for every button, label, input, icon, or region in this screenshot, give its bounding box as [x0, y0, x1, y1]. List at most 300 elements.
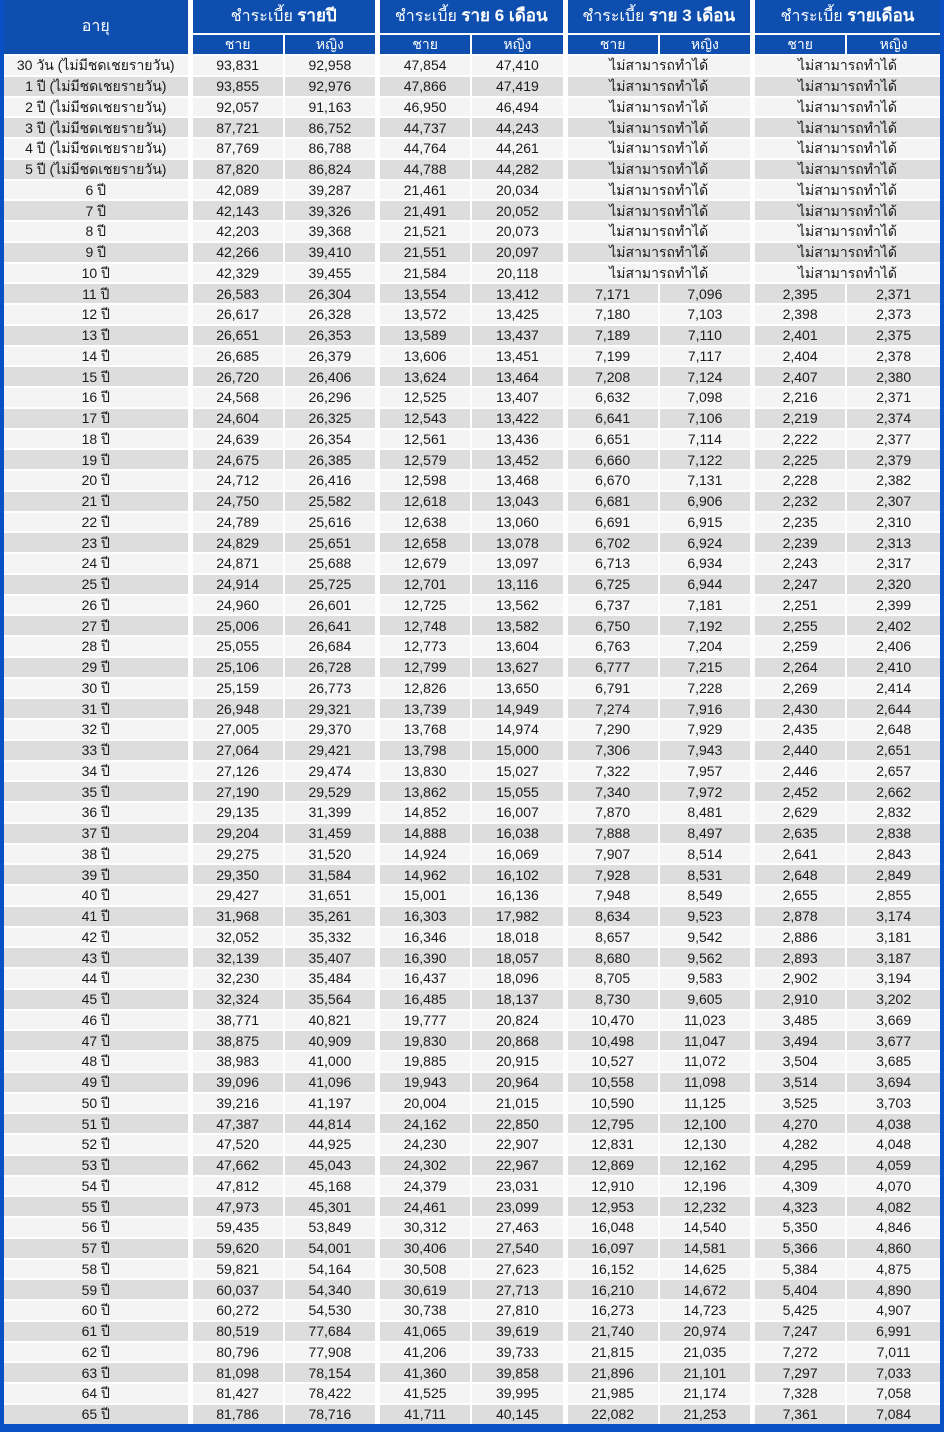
male-premium-cell: 24,960	[190, 595, 284, 616]
age-cell: 54 ปี	[4, 1176, 190, 1197]
male-premium-cell: 2,407	[753, 366, 847, 387]
female-premium-cell: 3,703	[846, 1093, 940, 1114]
male-premium-cell: 24,750	[190, 491, 284, 512]
female-premium-cell: 6,934	[659, 553, 753, 574]
female-premium-cell: 39,410	[284, 242, 378, 263]
male-premium-cell: 42,203	[190, 221, 284, 242]
age-cell: 5 ปี (ไม่มีชดเชยรายวัน)	[4, 159, 190, 180]
table-row	[4, 159, 940, 180]
male-premium-cell: 30,312	[378, 1217, 472, 1238]
age-cell: 18 ปี	[4, 429, 190, 450]
female-premium-cell: 7,084	[846, 1404, 940, 1424]
female-premium-cell: 13,043	[471, 491, 565, 512]
male-premium-cell: 7,306	[565, 740, 659, 761]
female-premium-cell: 26,728	[284, 657, 378, 678]
table-row	[4, 325, 940, 346]
female-premium-cell: 91,163	[284, 97, 378, 118]
male-premium-cell: 32,230	[190, 968, 284, 989]
female-premium-cell: 2,310	[846, 512, 940, 533]
male-premium-cell: 2,435	[753, 719, 847, 740]
male-premium-cell: 7,888	[565, 823, 659, 844]
male-premium-cell: 19,943	[378, 1072, 472, 1093]
male-premium-cell: 38,875	[190, 1030, 284, 1051]
female-premium-cell: 16,069	[471, 844, 565, 865]
male-premium-cell: 12,598	[378, 470, 472, 491]
male-premium-cell: 20,004	[378, 1093, 472, 1114]
female-premium-cell: 9,562	[659, 947, 753, 968]
age-cell: 41 ปี	[4, 906, 190, 927]
male-premium-cell: 59,620	[190, 1238, 284, 1259]
age-cell: 13 ปี	[4, 325, 190, 346]
female-premium-cell: 27,623	[471, 1259, 565, 1280]
male-premium-cell: 26,617	[190, 304, 284, 325]
male-premium-cell: 2,247	[753, 574, 847, 595]
female-premium-cell: 18,057	[471, 947, 565, 968]
female-premium-cell: 26,684	[284, 636, 378, 657]
age-cell: 32 ปี	[4, 719, 190, 740]
female-premium-cell: 11,125	[659, 1093, 753, 1114]
male-premium-cell: 47,520	[190, 1134, 284, 1155]
female-premium-cell: 31,584	[284, 864, 378, 885]
male-premium-cell: 41,711	[378, 1404, 472, 1424]
male-premium-cell: 14,888	[378, 823, 472, 844]
table-row	[4, 408, 940, 429]
male-premium-cell: 30,508	[378, 1259, 472, 1280]
age-cell: 53 ปี	[4, 1155, 190, 1176]
female-premium-cell: 13,407	[471, 387, 565, 408]
male-premium-cell: 16,346	[378, 927, 472, 948]
male-premium-cell: 7,199	[565, 346, 659, 367]
male-premium-cell: 38,771	[190, 1010, 284, 1031]
male-premium-cell: 25,055	[190, 636, 284, 657]
male-premium-cell: 2,219	[753, 408, 847, 429]
male-premium-cell: 12,638	[378, 512, 472, 533]
female-premium-cell: 8,497	[659, 823, 753, 844]
age-cell: 52 ปี	[4, 1134, 190, 1155]
female-premium-cell: 86,752	[284, 117, 378, 138]
female-premium-cell: 15,000	[471, 740, 565, 761]
female-premium-cell: 92,958	[284, 55, 378, 76]
male-premium-cell: 29,350	[190, 864, 284, 885]
male-premium-cell: 7,208	[565, 366, 659, 387]
female-premium-cell: 27,463	[471, 1217, 565, 1238]
table-row	[4, 802, 940, 823]
male-premium-cell: 30,406	[378, 1238, 472, 1259]
male-premium-cell: 12,826	[378, 678, 472, 699]
male-premium-cell: 3,485	[753, 1010, 847, 1031]
male-premium-cell: 42,089	[190, 180, 284, 201]
female-premium-cell: 6,991	[846, 1321, 940, 1342]
table-row	[4, 657, 940, 678]
age-cell: 2 ปี (ไม่มีชดเชยรายวัน)	[4, 97, 190, 118]
female-premium-cell: 86,824	[284, 159, 378, 180]
female-premium-cell: 14,949	[471, 698, 565, 719]
female-premium-cell: 21,035	[659, 1342, 753, 1363]
not-available-cell: ไม่สามารถทำได้	[565, 97, 753, 118]
female-premium-cell: 7,106	[659, 408, 753, 429]
age-cell: 7 ปี	[4, 200, 190, 221]
female-premium-cell: 44,261	[471, 138, 565, 159]
table-row	[4, 1279, 940, 1300]
female-premium-cell: 7,033	[846, 1362, 940, 1383]
male-premium-cell: 13,739	[378, 698, 472, 719]
female-premium-cell: 4,038	[846, 1113, 940, 1134]
female-premium-cell: 78,422	[284, 1383, 378, 1404]
female-premium-cell: 40,145	[471, 1404, 565, 1424]
subheader-female-monthly: หญิง	[846, 34, 940, 55]
male-premium-cell: 2,430	[753, 698, 847, 719]
table-row	[4, 1093, 940, 1114]
age-cell: 19 ปี	[4, 449, 190, 470]
age-cell: 21 ปี	[4, 491, 190, 512]
female-premium-cell: 11,047	[659, 1030, 753, 1051]
female-premium-cell: 54,340	[284, 1279, 378, 1300]
male-premium-cell: 24,461	[378, 1196, 472, 1217]
male-premium-cell: 2,398	[753, 304, 847, 325]
male-premium-cell: 21,896	[565, 1362, 659, 1383]
male-premium-cell: 5,366	[753, 1238, 847, 1259]
table-row	[4, 615, 940, 636]
table-row	[4, 1259, 940, 1280]
female-premium-cell: 20,097	[471, 242, 565, 263]
age-cell: 6 ปี	[4, 180, 190, 201]
male-premium-cell: 2,641	[753, 844, 847, 865]
age-cell: 27 ปี	[4, 615, 190, 636]
female-premium-cell: 12,162	[659, 1155, 753, 1176]
female-premium-cell: 2,849	[846, 864, 940, 885]
female-premium-cell: 31,651	[284, 885, 378, 906]
female-premium-cell: 7,011	[846, 1342, 940, 1363]
age-cell: 57 ปี	[4, 1238, 190, 1259]
male-premium-cell: 21,584	[378, 263, 472, 284]
male-premium-cell: 10,498	[565, 1030, 659, 1051]
age-cell: 38 ปี	[4, 844, 190, 865]
table-row	[4, 761, 940, 782]
table-row	[4, 449, 940, 470]
not-available-cell: ไม่สามารถทำได้	[565, 180, 753, 201]
female-premium-cell: 13,451	[471, 346, 565, 367]
male-premium-cell: 13,554	[378, 283, 472, 304]
female-premium-cell: 4,082	[846, 1196, 940, 1217]
male-premium-cell: 24,914	[190, 574, 284, 595]
female-premium-cell: 2,410	[846, 657, 940, 678]
female-premium-cell: 21,253	[659, 1404, 753, 1424]
male-premium-cell: 31,968	[190, 906, 284, 927]
male-premium-cell: 21,740	[565, 1321, 659, 1342]
male-premium-cell: 13,830	[378, 761, 472, 782]
group-header-semiannual-prefix: ชำระเบี้ย	[394, 8, 457, 26]
female-premium-cell: 29,474	[284, 761, 378, 782]
female-premium-cell: 7,098	[659, 387, 753, 408]
female-premium-cell: 12,196	[659, 1176, 753, 1197]
female-premium-cell: 20,118	[471, 263, 565, 284]
female-premium-cell: 2,377	[846, 429, 940, 450]
female-premium-cell: 8,531	[659, 864, 753, 885]
group-header-annual-label: รายปี	[297, 6, 337, 26]
male-premium-cell: 21,815	[565, 1342, 659, 1363]
female-premium-cell: 25,725	[284, 574, 378, 595]
female-premium-cell: 2,843	[846, 844, 940, 865]
female-premium-cell: 39,455	[284, 263, 378, 284]
age-cell: 12 ปี	[4, 304, 190, 325]
age-cell: 33 ปี	[4, 740, 190, 761]
male-premium-cell: 26,948	[190, 698, 284, 719]
female-premium-cell: 45,168	[284, 1176, 378, 1197]
not-available-cell: ไม่สามารถทำได้	[753, 242, 941, 263]
male-premium-cell: 4,282	[753, 1134, 847, 1155]
table-row	[4, 968, 940, 989]
male-premium-cell: 2,251	[753, 595, 847, 616]
male-premium-cell: 44,737	[378, 117, 472, 138]
female-premium-cell: 20,915	[471, 1051, 565, 1072]
female-premium-cell: 13,468	[471, 470, 565, 491]
female-premium-cell: 13,116	[471, 574, 565, 595]
table-row	[4, 1383, 940, 1404]
female-premium-cell: 7,103	[659, 304, 753, 325]
female-premium-cell: 54,530	[284, 1300, 378, 1321]
table-row	[4, 429, 940, 450]
male-premium-cell: 14,924	[378, 844, 472, 865]
age-cell: 47 ปี	[4, 1030, 190, 1051]
male-premium-cell: 24,871	[190, 553, 284, 574]
female-premium-cell: 35,484	[284, 968, 378, 989]
male-premium-cell: 25,106	[190, 657, 284, 678]
female-premium-cell: 78,154	[284, 1362, 378, 1383]
male-premium-cell: 19,830	[378, 1030, 472, 1051]
female-premium-cell: 44,282	[471, 159, 565, 180]
male-premium-cell: 6,713	[565, 553, 659, 574]
age-cell: 8 ปี	[4, 221, 190, 242]
table-row	[4, 97, 940, 118]
not-available-cell: ไม่สามารถทำได้	[565, 117, 753, 138]
female-premium-cell: 26,601	[284, 595, 378, 616]
male-premium-cell: 3,514	[753, 1072, 847, 1093]
male-premium-cell: 21,461	[378, 180, 472, 201]
male-premium-cell: 12,910	[565, 1176, 659, 1197]
male-premium-cell: 12,831	[565, 1134, 659, 1155]
male-premium-cell: 47,854	[378, 55, 472, 76]
table-row	[4, 387, 940, 408]
female-premium-cell: 29,370	[284, 719, 378, 740]
female-premium-cell: 18,137	[471, 989, 565, 1010]
female-premium-cell: 17,982	[471, 906, 565, 927]
male-premium-cell: 7,297	[753, 1362, 847, 1383]
not-available-cell: ไม่สามารถทำได้	[753, 55, 941, 76]
male-premium-cell: 4,323	[753, 1196, 847, 1217]
male-premium-cell: 10,590	[565, 1093, 659, 1114]
male-premium-cell: 2,269	[753, 678, 847, 699]
female-premium-cell: 44,814	[284, 1113, 378, 1134]
male-premium-cell: 5,384	[753, 1259, 847, 1280]
male-premium-cell: 12,799	[378, 657, 472, 678]
male-premium-cell: 59,821	[190, 1259, 284, 1280]
female-premium-cell: 20,052	[471, 200, 565, 221]
male-premium-cell: 12,658	[378, 532, 472, 553]
male-premium-cell: 7,340	[565, 781, 659, 802]
table-row	[4, 553, 940, 574]
group-header-annual-prefix: ชำระเบี้ย	[230, 8, 293, 26]
male-premium-cell: 2,452	[753, 781, 847, 802]
female-premium-cell: 7,929	[659, 719, 753, 740]
male-premium-cell: 5,425	[753, 1300, 847, 1321]
male-premium-cell: 87,769	[190, 138, 284, 159]
subheader-male-annual: ชาย	[190, 34, 284, 55]
age-cell: 31 ปี	[4, 698, 190, 719]
male-premium-cell: 93,831	[190, 55, 284, 76]
female-premium-cell: 3,174	[846, 906, 940, 927]
female-premium-cell: 39,287	[284, 180, 378, 201]
table-row	[4, 283, 940, 304]
female-premium-cell: 2,832	[846, 802, 940, 823]
female-premium-cell: 26,296	[284, 387, 378, 408]
male-premium-cell: 41,360	[378, 1362, 472, 1383]
male-premium-cell: 7,322	[565, 761, 659, 782]
male-premium-cell: 2,259	[753, 636, 847, 657]
table-row	[4, 1010, 940, 1031]
table-row	[4, 1404, 940, 1424]
male-premium-cell: 26,583	[190, 283, 284, 304]
age-cell: 46 ปี	[4, 1010, 190, 1031]
male-premium-cell: 6,670	[565, 470, 659, 491]
not-available-cell: ไม่สามารถทำได้	[753, 138, 941, 159]
male-premium-cell: 21,521	[378, 221, 472, 242]
female-premium-cell: 4,070	[846, 1176, 940, 1197]
age-cell: 1 ปี (ไม่มีชดเชยรายวัน)	[4, 76, 190, 97]
male-premium-cell: 2,648	[753, 864, 847, 885]
table-row	[4, 781, 940, 802]
age-cell: 23 ปี	[4, 532, 190, 553]
female-premium-cell: 26,354	[284, 429, 378, 450]
male-premium-cell: 16,273	[565, 1300, 659, 1321]
female-premium-cell: 35,564	[284, 989, 378, 1010]
table-row	[4, 304, 940, 325]
female-premium-cell: 13,412	[471, 283, 565, 304]
female-premium-cell: 77,684	[284, 1321, 378, 1342]
male-premium-cell: 7,870	[565, 802, 659, 823]
group-header-semiannual-label: ราย 6 เดือน	[461, 6, 548, 26]
male-premium-cell: 7,948	[565, 885, 659, 906]
female-premium-cell: 7,972	[659, 781, 753, 802]
group-header-monthly-label: รายเดือน	[847, 6, 915, 26]
male-premium-cell: 2,232	[753, 491, 847, 512]
not-available-cell: ไม่สามารถทำได้	[565, 76, 753, 97]
male-premium-cell: 27,190	[190, 781, 284, 802]
female-premium-cell: 4,875	[846, 1259, 940, 1280]
female-premium-cell: 26,773	[284, 678, 378, 699]
female-premium-cell: 3,194	[846, 968, 940, 989]
female-premium-cell: 39,326	[284, 200, 378, 221]
male-premium-cell: 44,764	[378, 138, 472, 159]
female-premium-cell: 22,907	[471, 1134, 565, 1155]
male-premium-cell: 21,985	[565, 1383, 659, 1404]
female-premium-cell: 23,099	[471, 1196, 565, 1217]
female-premium-cell: 3,685	[846, 1051, 940, 1072]
female-premium-cell: 47,419	[471, 76, 565, 97]
female-premium-cell: 26,406	[284, 366, 378, 387]
female-premium-cell: 41,096	[284, 1072, 378, 1093]
male-premium-cell: 12,773	[378, 636, 472, 657]
female-premium-cell: 2,662	[846, 781, 940, 802]
female-premium-cell: 13,627	[471, 657, 565, 678]
male-premium-cell: 26,720	[190, 366, 284, 387]
female-premium-cell: 13,060	[471, 512, 565, 533]
male-premium-cell: 2,222	[753, 429, 847, 450]
female-premium-cell: 14,540	[659, 1217, 753, 1238]
age-cell: 22 ปี	[4, 512, 190, 533]
male-premium-cell: 24,230	[378, 1134, 472, 1155]
female-premium-cell: 7,204	[659, 636, 753, 657]
female-premium-cell: 53,849	[284, 1217, 378, 1238]
male-premium-cell: 81,427	[190, 1383, 284, 1404]
group-header-semiannual	[378, 0, 566, 34]
female-premium-cell: 2,374	[846, 408, 940, 429]
male-premium-cell: 42,143	[190, 200, 284, 221]
table-row	[4, 906, 940, 927]
not-available-cell: ไม่สามารถทำได้	[565, 138, 753, 159]
female-premium-cell: 14,974	[471, 719, 565, 740]
female-premium-cell: 13,422	[471, 408, 565, 429]
age-cell: 28 ปี	[4, 636, 190, 657]
table-row	[4, 740, 940, 761]
female-premium-cell: 12,232	[659, 1196, 753, 1217]
table-row	[4, 1362, 940, 1383]
male-premium-cell: 8,680	[565, 947, 659, 968]
male-premium-cell: 16,303	[378, 906, 472, 927]
female-premium-cell: 16,102	[471, 864, 565, 885]
female-premium-cell: 20,824	[471, 1010, 565, 1031]
female-premium-cell: 26,325	[284, 408, 378, 429]
female-premium-cell: 44,243	[471, 117, 565, 138]
female-premium-cell: 15,027	[471, 761, 565, 782]
female-premium-cell: 31,399	[284, 802, 378, 823]
male-premium-cell: 6,737	[565, 595, 659, 616]
male-premium-cell: 46,950	[378, 97, 472, 118]
age-cell: 14 ปี	[4, 346, 190, 367]
table-row	[4, 1134, 940, 1155]
male-premium-cell: 2,395	[753, 283, 847, 304]
female-premium-cell: 27,540	[471, 1238, 565, 1259]
female-premium-cell: 2,317	[846, 553, 940, 574]
male-premium-cell: 12,561	[378, 429, 472, 450]
age-cell: 11 ปี	[4, 283, 190, 304]
male-premium-cell: 2,893	[753, 947, 847, 968]
female-premium-cell: 45,301	[284, 1196, 378, 1217]
table-row	[4, 1196, 940, 1217]
table-row	[4, 263, 940, 284]
female-premium-cell: 29,529	[284, 781, 378, 802]
group-header-monthly-prefix: ชำระเบี้ย	[780, 8, 843, 26]
female-premium-cell: 26,328	[284, 304, 378, 325]
male-premium-cell: 7,290	[565, 719, 659, 740]
male-premium-cell: 24,639	[190, 429, 284, 450]
female-premium-cell: 40,909	[284, 1030, 378, 1051]
male-premium-cell: 27,064	[190, 740, 284, 761]
female-premium-cell: 4,860	[846, 1238, 940, 1259]
not-available-cell: ไม่สามารถทำได้	[753, 117, 941, 138]
male-premium-cell: 7,272	[753, 1342, 847, 1363]
male-premium-cell: 6,641	[565, 408, 659, 429]
male-premium-cell: 5,350	[753, 1217, 847, 1238]
table-row	[4, 1321, 940, 1342]
male-premium-cell: 6,660	[565, 449, 659, 470]
age-cell: 63 ปี	[4, 1362, 190, 1383]
age-cell: 45 ปี	[4, 989, 190, 1010]
male-premium-cell: 7,328	[753, 1383, 847, 1404]
table-row	[4, 1217, 940, 1238]
female-premium-cell: 2,378	[846, 346, 940, 367]
female-premium-cell: 6,944	[659, 574, 753, 595]
table-row	[4, 719, 940, 740]
